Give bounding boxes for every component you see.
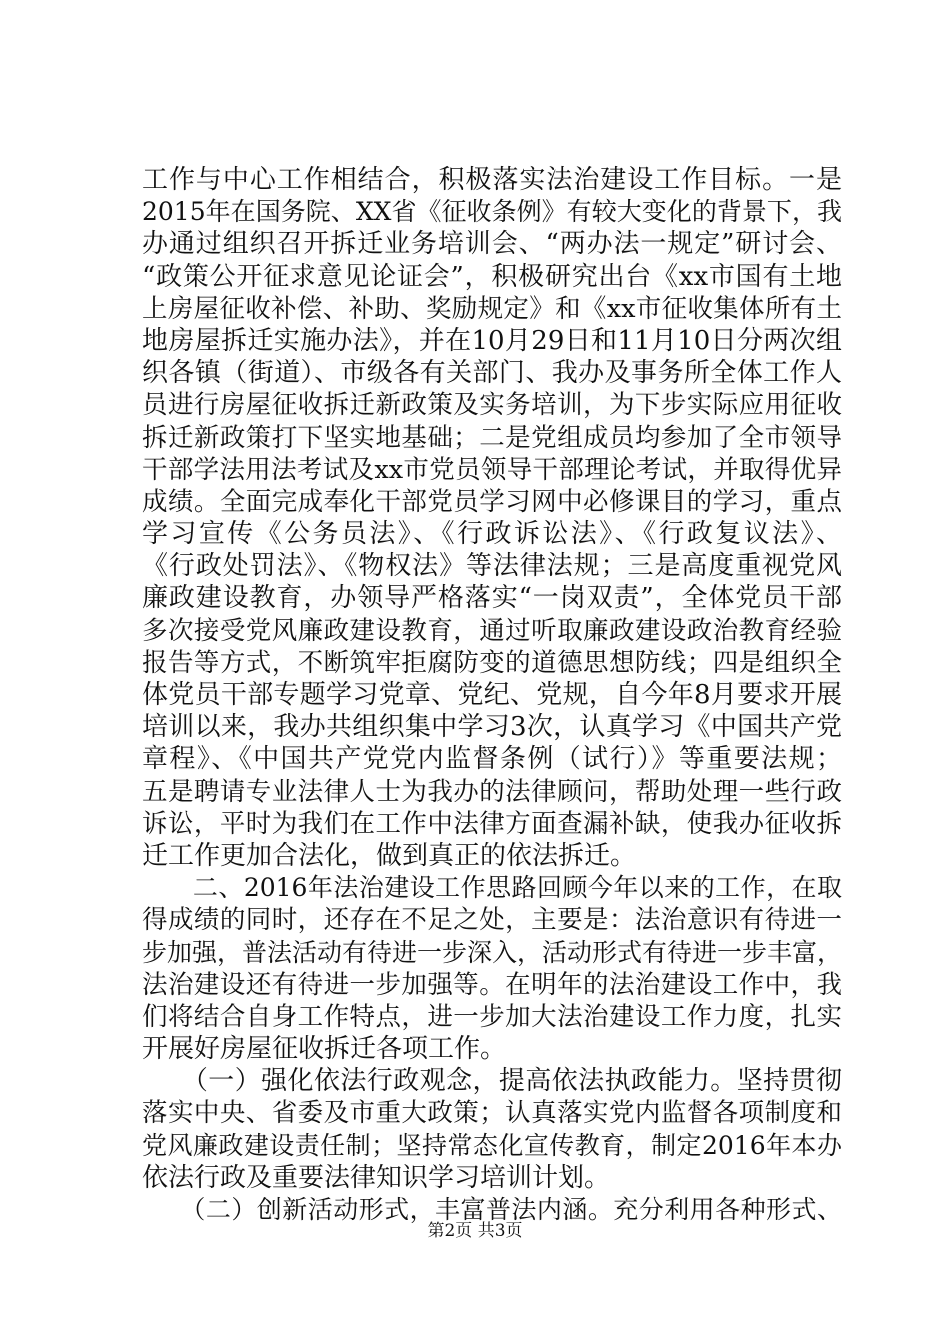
text-line: 员进行房屋征收拆迁新政策及实务培训，为下步实际应用征收 (142, 390, 842, 421)
text-line: 干部学法用法考试及xx市党员领导干部理论考试，并取得优异 (142, 454, 842, 485)
text-line: 学习宣传《公务员法》、《行政诉讼法》、《行政复议法》、 (142, 519, 842, 550)
text-line: 上房屋征收补偿、补助、奖励规定》和《xx市征收集体所有土 (142, 293, 842, 324)
text-line: 开展好房屋征收拆迁各项工作。 (142, 1034, 507, 1065)
text-line: 依法行政及重要法律知识学习培训计划。 (142, 1162, 611, 1193)
page-footer: 第2页 共3页 (427, 1221, 523, 1241)
document-body (142, 164, 842, 1226)
text-line: 体党员干部专题学习党章、党纪、党规，自今年8月要求开展 (142, 680, 842, 710)
text-line: 《行政处罚法》、《物权法》等法律法规；三是高度重视党风 (142, 551, 842, 582)
text-line: 拆迁新政策打下坚实地基础；二是党组成员均参加了全市领导 (142, 422, 842, 453)
text-line: （二）创新活动形式，丰富普法内涵。充分利用各种形式、 (142, 1195, 842, 1224)
text-line: 2015年在国务院、XX省《征收条例》有较大变化的背景下，我 (142, 197, 842, 227)
text-line: 章程》、《中国共产党党内监督条例（试行）》等重要法规； (142, 744, 842, 775)
text-line: 得成绩的同时，还存在不足之处，主要是：法治意识有待进一 (142, 905, 842, 936)
text-line: 报告等方式，不断筑牢拒腐防变的道德思想防线；四是组织全 (142, 647, 842, 678)
text-line: 党风廉政建设责任制；坚持常态化宣传教育，制定2016年本办 (142, 1130, 842, 1160)
text-line: 工作与中心工作相结合，积极落实法治建设工作目标。一是 (142, 165, 842, 195)
text-line: 五是聘请专业法律人士为我办的法律顾问，帮助处理一些行政 (142, 776, 842, 807)
text-line: （一）强化依法行政观念，提高依法执政能力。坚持贯彻 (142, 1066, 842, 1097)
text-line: 们将结合自身工作特点，进一步加大法治建设工作力度，扎实 (142, 1001, 842, 1032)
text-line: 织各镇（街道）、市级各有关部门、我办及事务所全体工作人 (142, 358, 842, 389)
text-line: “政策公开征求意见论证会”，积极研究出台《xx市国有土地 (142, 261, 842, 292)
text-line: 成绩。全面完成奉化干部党员学习网中必修课目的学习，重点 (142, 486, 842, 517)
text-line: 迁工作更加合法化，做到真正的依法拆迁。 (142, 840, 637, 871)
text-line: 步加强，普法活动有待进一步深入，活动形式有待进一步丰富， (142, 937, 843, 967)
text-line: 二、2016年法治建设工作思路回顾今年以来的工作，在取 (142, 873, 842, 903)
text-line: 落实中央、省委及市重大政策；认真落实党内监督各项制度和 (142, 1098, 842, 1129)
text-line: 诉讼，平时为我们在工作中法律方面查漏补缺，使我办征收拆 (142, 808, 842, 839)
text-line: 多次接受党风廉政建设教育，通过听取廉政建设政治教育经验 (142, 615, 842, 646)
text-line: 廉政建设教育，办领导严格落实“一岗双责”，全体党员干部 (142, 583, 842, 614)
text-line: 法治建设还有待进一步加强等。在明年的法治建设工作中，我 (142, 969, 842, 1000)
text-line: 办通过组织召开拆迁业务培训会、“两办法一规定”研讨会、 (142, 229, 842, 260)
text-line: 地房屋拆迁实施办法》，并在10月29日和11月10日分两次组 (142, 325, 842, 356)
text-line: 培训以来，我办共组织集中学习3次，认真学习《中国共产党 (142, 712, 842, 743)
